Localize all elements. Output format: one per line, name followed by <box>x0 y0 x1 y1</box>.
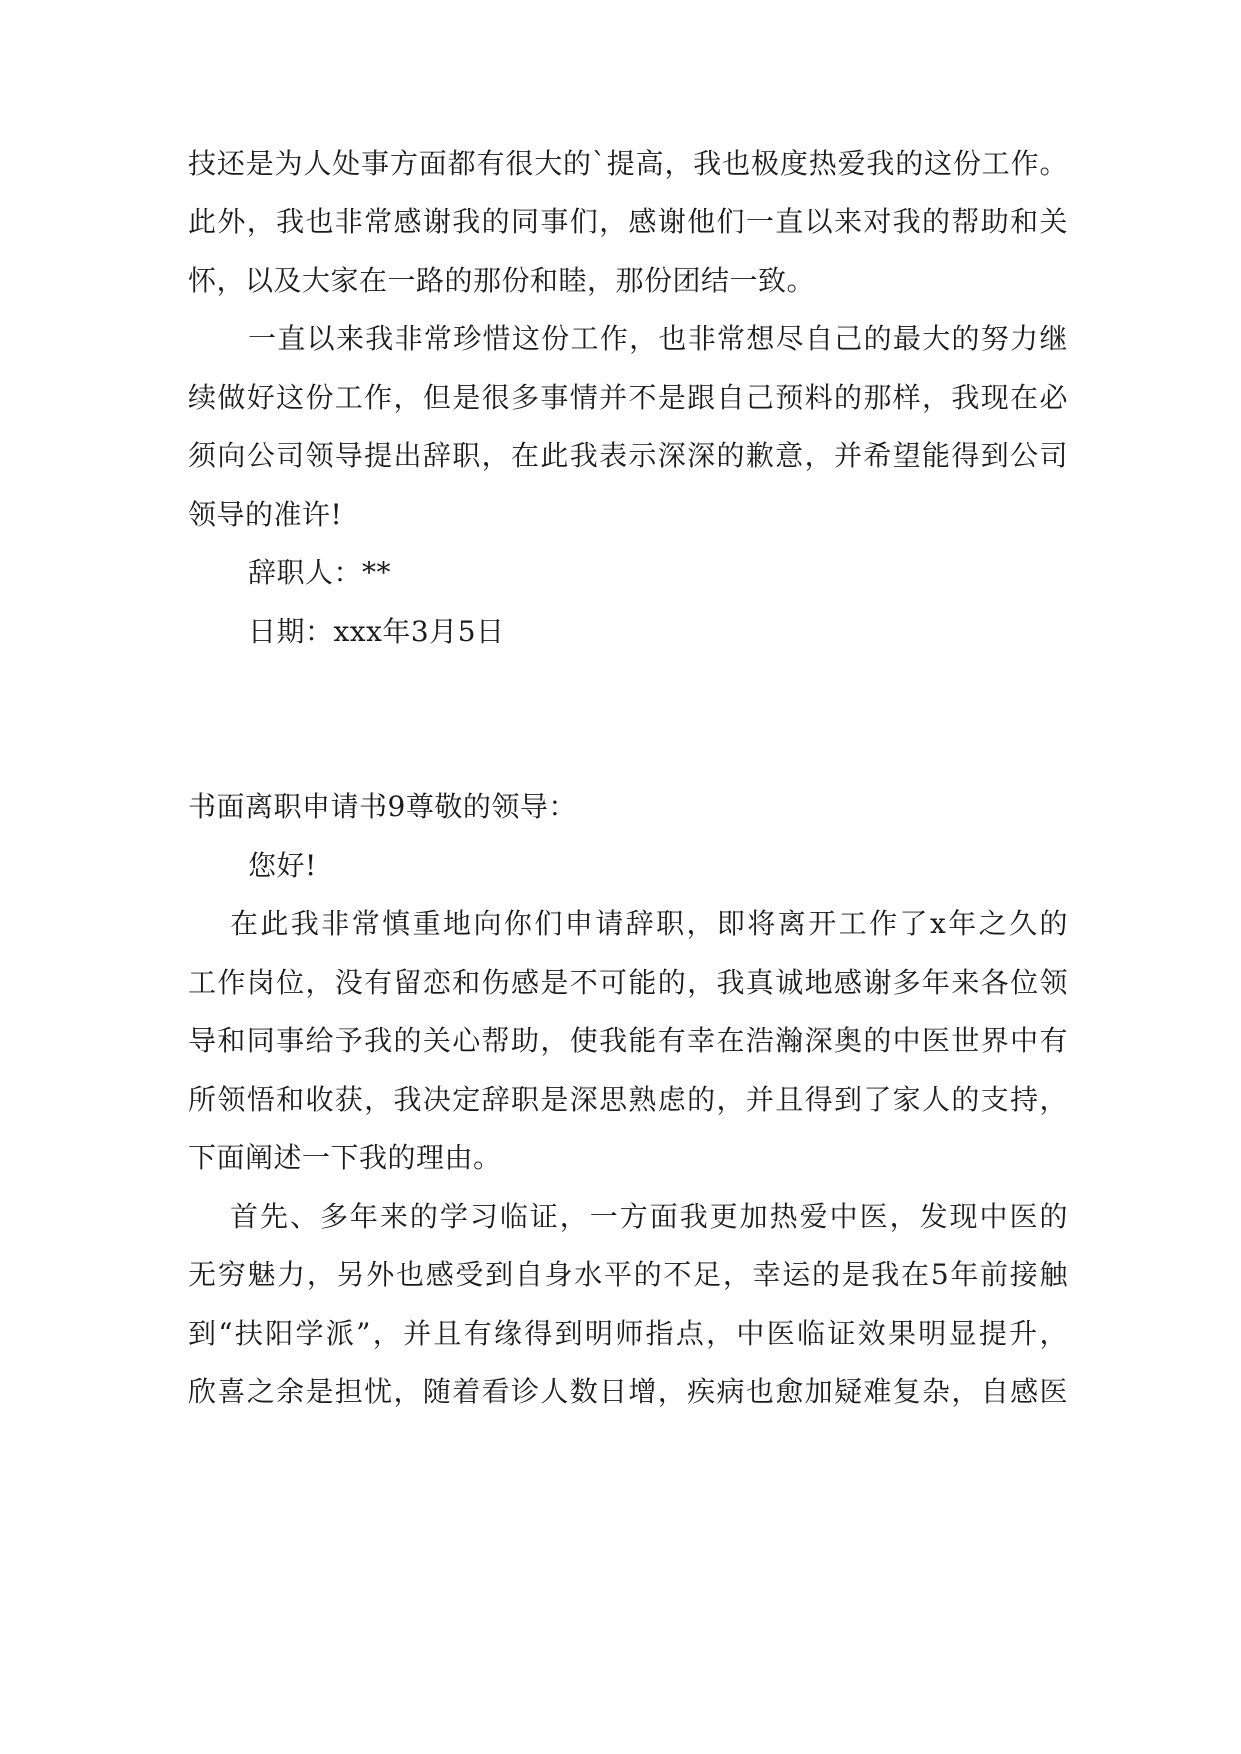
paragraph-line: 首先、多年来的学习临证，一方面我更加热爱中医，发现中医的 <box>230 1200 1068 1233</box>
paragraph-line: 无穷魅力，另外也感受到自身水平的不足，幸运的是我在5年前接触 <box>188 1258 1068 1291</box>
paragraph-line: 一直以来我非常珍惜这份工作，也非常想尽自己的最大的努力继 <box>248 322 1068 355</box>
paragraph-line: 技还是为人处事方面都有很大的`提高，我也极度热爱我的这份工作。 <box>188 147 1068 180</box>
paragraph-line: 在此我非常慎重地向你们申请辞职，即将离开工作了x年之久的 <box>230 907 1068 940</box>
paragraph-line: 下面阐述一下我的理由。 <box>188 1141 502 1174</box>
signer-line: 辞职人：** <box>248 556 392 589</box>
paragraph-line: 续做好这份工作，但是很多事情并不是跟自己预料的那样，我现在必 <box>188 381 1068 414</box>
paragraph-line: 怀，以及大家在一路的那份和睦，那份团结一致。 <box>188 264 816 297</box>
paragraph-line: 到“扶阳学派”，并且有缘得到明师指点，中医临证效果明显提升， <box>188 1317 1068 1350</box>
paragraph-line: 工作岗位，没有留恋和伤感是不可能的，我真诚地感谢多年来各位领 <box>188 966 1068 999</box>
paragraph-line: 须向公司领导提出辞职，在此我表示深深的歉意，并希望能得到公司 <box>188 439 1068 472</box>
paragraph-line: 所领悟和收获，我决定辞职是深思熟虑的，并且得到了家人的支持， <box>188 1083 1068 1116</box>
paragraph-line: 导和同事给予我的关心帮助，使我能有幸在浩瀚深奥的中医世界中有 <box>188 1024 1068 1057</box>
date-line: 日期：xxx年3月5日 <box>248 615 505 648</box>
paragraph-line: 领导的准许! <box>188 498 343 531</box>
greeting-line: 您好! <box>248 849 317 882</box>
section-heading: 书面离职申请书9尊敬的领导： <box>188 790 577 823</box>
paragraph-line: 欣喜之余是担忧，随着看诊人数日增，疾病也愈加疑难复杂，自感医 <box>188 1375 1068 1408</box>
paragraph-line: 此外，我也非常感谢我的同事们，感谢他们一直以来对我的帮助和关 <box>188 205 1068 238</box>
